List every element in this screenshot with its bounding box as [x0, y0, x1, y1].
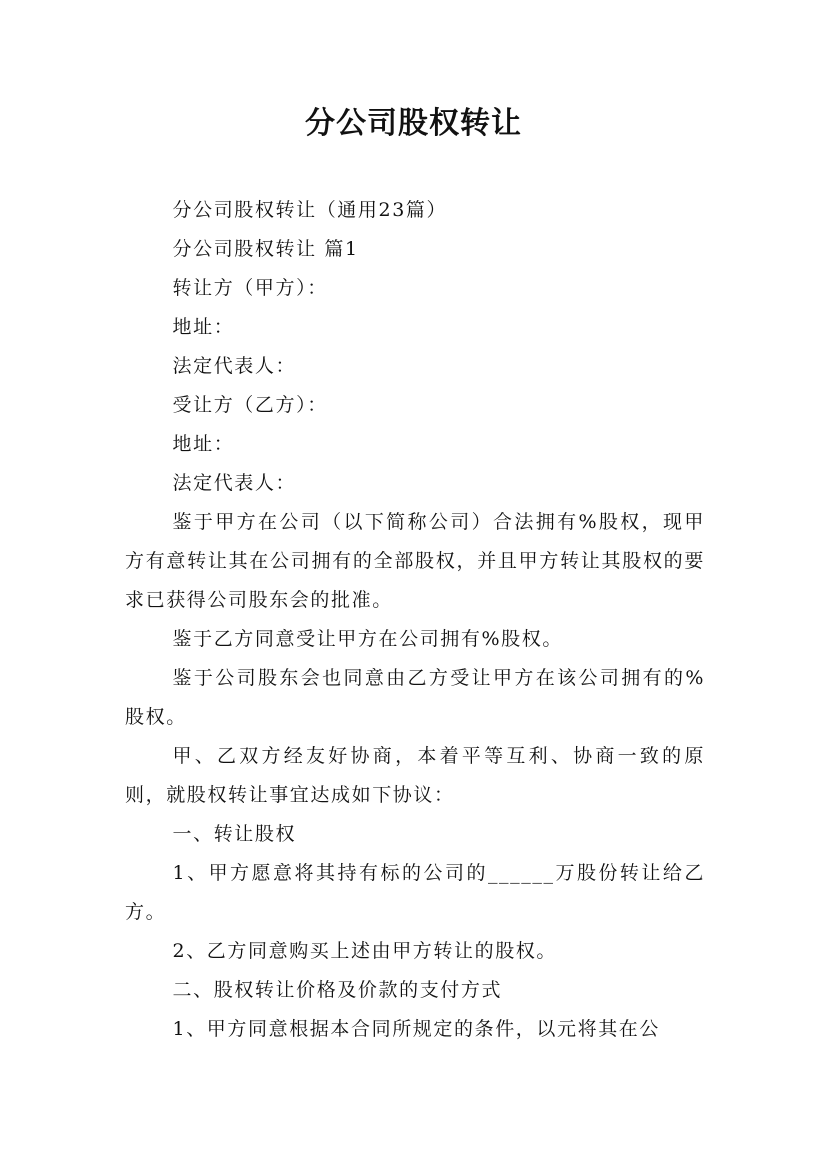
paragraph-clause-1-2: 2、乙方同意购买上述由甲方转让的股权。 — [172, 940, 557, 962]
paragraph-recital-2: 鉴于乙方同意受让甲方在公司拥有%股权。 — [172, 628, 563, 650]
paragraph-transferor-representative: 法定代表人： — [172, 355, 297, 377]
paragraph-recital-1: 鉴于甲方在公司（以下简称公司）合法拥有%股权，现甲方有意转让其在公司拥有的全部股权，并且甲方转让其股权的要求已获得公司股东会的批准。 — [125, 511, 705, 611]
paragraph-agreement-intro: 甲、乙双方经友好协商，本着平等互利、协商一致的原则，就股权转让事宜达成如下协议： — [125, 745, 705, 806]
paragraph-clause-1-1: 1、甲方愿意将其持有标的公司的______万股份转让给乙方。 — [125, 862, 705, 923]
paragraph-section-heading: 分公司股权转让 篇1 — [172, 238, 359, 260]
paragraph-clause-2-1: 1、甲方同意根据本合同所规定的条件，以元将其在公 — [172, 1018, 660, 1040]
paragraph-transferee-representative: 法定代表人： — [172, 472, 297, 494]
document-body — [125, 191, 705, 1049]
paragraph-transferor-address: 地址： — [172, 316, 235, 338]
paragraph-transferee: 受让方（乙方）： — [172, 394, 328, 416]
paragraph-clause-heading-1: 一、转让股权 — [172, 823, 297, 845]
paragraph-clause-heading-2: 二、股权转让价格及价款的支付方式 — [172, 979, 503, 1001]
paragraph-recital-3: 鉴于公司股东会也同意由乙方受让甲方在该公司拥有的%股权。 — [125, 667, 705, 728]
document-title: 分公司股权转让 — [305, 106, 522, 141]
paragraph-subtitle: 分公司股权转让（通用23篇） — [172, 199, 448, 221]
paragraph-transferor: 转让方（甲方）： — [172, 277, 328, 299]
paragraph-transferee-address: 地址： — [172, 433, 235, 455]
